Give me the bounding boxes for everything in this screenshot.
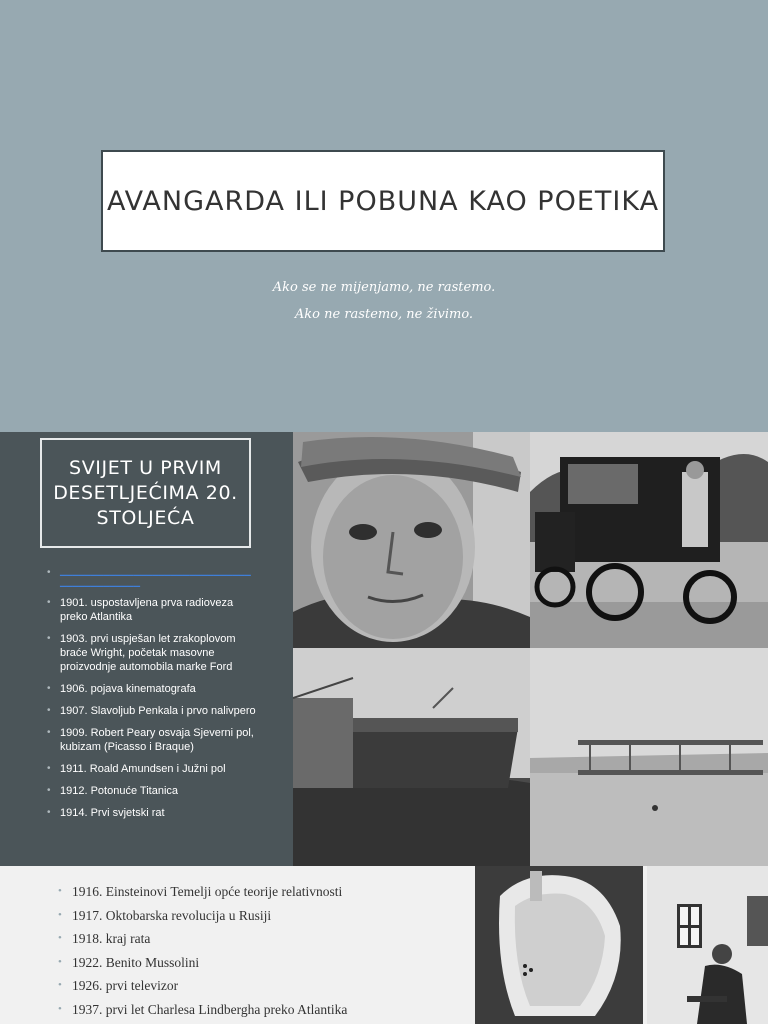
- subtitle-line-2: Ako ne rastemo, ne živimo.: [294, 307, 474, 322]
- ford-car-photo: [530, 432, 768, 648]
- list-item: • 1907. Slavoljub Penkala i prvo nalivpero: [46, 704, 256, 718]
- timeline-list: [46, 566, 256, 828]
- slide-title: AVANGARDA ILI POBUNA KAO POETIKA: [106, 185, 660, 217]
- text-panel: [0, 432, 293, 866]
- list-item: • 1914. Prvi svjetski rat: [46, 806, 256, 820]
- wright-plane-photo: [530, 648, 768, 866]
- video-link[interactable]: • ▁▁▁▁▁▁▁▁▁▁▁▁▁▁▁▁▁▁▁▁▁▁▁▁▁▁▁▁▁▁▁ ▁▁▁▁▁▁▁▁▁▁▁▁▁: [60, 567, 251, 587]
- video-link-item[interactable]: [46, 566, 256, 588]
- later-timeline-slide: [0, 866, 768, 1024]
- list-item: • 1937. prvi let Charlesa Lindbergha preko Atlantika: [58, 998, 347, 1022]
- timeline-slide: [0, 432, 768, 866]
- titanic-photo: [293, 648, 530, 866]
- list-item: • 1912. Potonuće Titanica: [46, 784, 256, 798]
- list-item: • 1917. Oktobarska revolucija u Rusiji: [58, 904, 347, 928]
- list-item: • 1916. Einsteinovi Temelji opće teorije relativnosti: [58, 880, 347, 904]
- picasso-photo: [293, 432, 530, 648]
- list-item: • 1922. Benito Mussolini: [58, 951, 347, 975]
- panel-title: SVIJET U PRVIM DESETLJEĆIMA 20. STOLJEĆA: [40, 438, 251, 548]
- list-item: • 1911. Roald Amundsen i Južni pol: [46, 762, 256, 776]
- later-timeline-list: [58, 880, 347, 1021]
- fountain-photo: [475, 866, 643, 1024]
- title-box: [101, 150, 665, 252]
- subtitle-line-1: Ako se ne mijenjamo, ne rastemo.: [272, 280, 496, 295]
- list-item: • 1909. Robert Peary osvaja Sjeverni pol, kubizam (Picasso i Braque): [46, 726, 256, 754]
- title-slide: [0, 0, 768, 432]
- man-sitting-photo: [647, 866, 768, 1024]
- list-item: • 1903. prvi uspješan let zrakoplovom braće Wright, početak masovne proizvodnje automobila marke Ford: [46, 632, 256, 674]
- list-item: • 1906. pojava kinematografa: [46, 682, 256, 696]
- list-item: • 1926. prvi televizor: [58, 974, 347, 998]
- list-item: • 1918. kraj rata: [58, 927, 347, 951]
- list-item: • 1901. uspostavljena prva radioveza preko Atlantika: [46, 596, 256, 624]
